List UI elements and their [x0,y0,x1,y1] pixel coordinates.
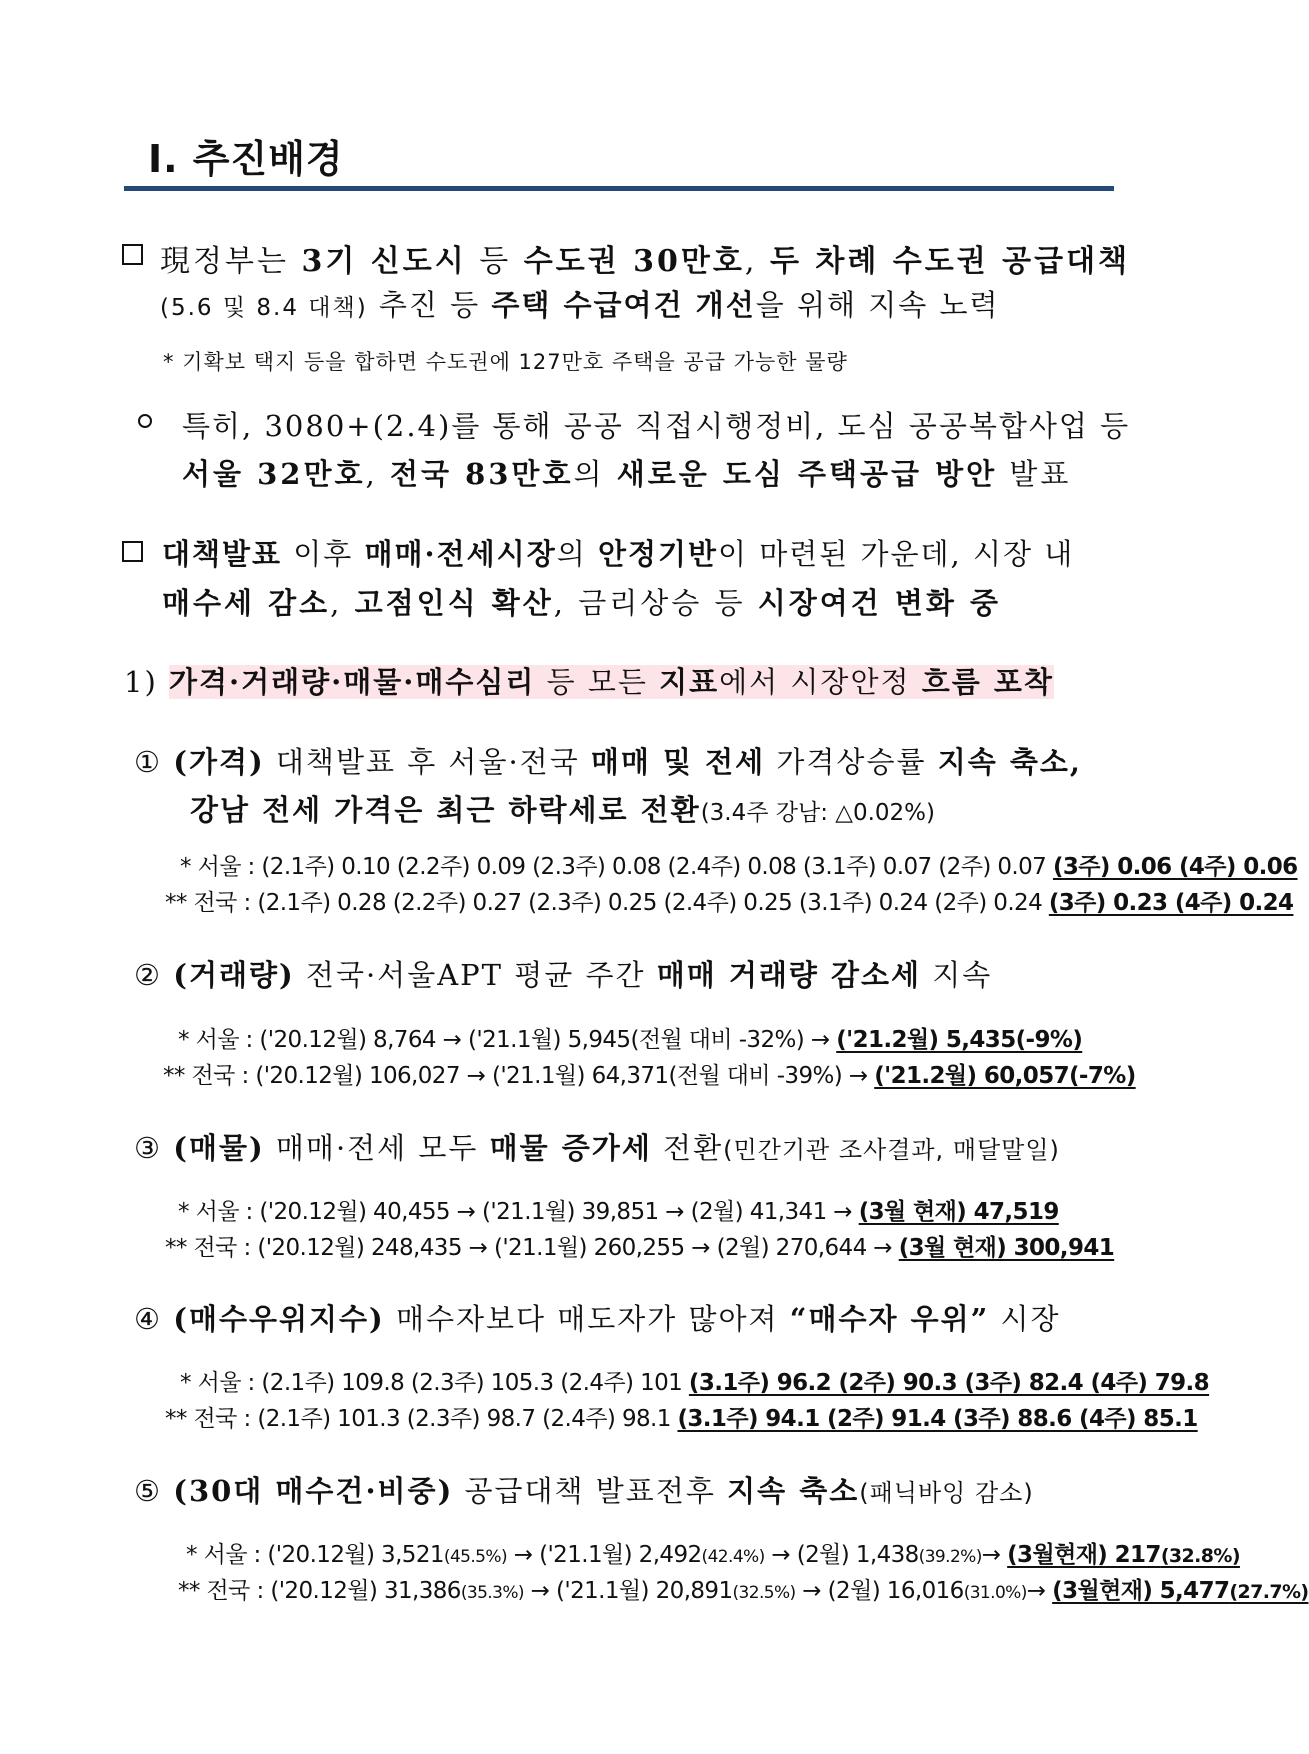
text: ** 전국 : (2.1주) 101.3 (2.3주) 98.7 (2.4주) 98.1 [165,1406,678,1432]
text: 을 위해 지속 노력 [755,288,1000,322]
listings-seoul-data [178,1193,1059,1226]
text-bold: 수도권 30만호 [523,244,745,279]
text: → [981,1542,1008,1568]
text-small: (32.5%) [732,1583,796,1603]
item-volume-line1 [134,953,992,994]
circled-number: ⑤ [134,1474,162,1508]
underlined-value: ('21.2월) 60,057(-7%) [874,1063,1136,1089]
p3-line1 [162,532,1074,573]
text: , 금리상승 등 [553,586,758,620]
p2-line2 [182,452,1071,493]
underlined-value: (3.1주) 96.2 (2주) 90.3 (3주) 82.4 (4주) 79.8 [688,1370,1210,1396]
underlined-value [1052,1578,1308,1604]
item-label: (30대 매수건·비중) [173,1474,454,1508]
text-bold: (3월현재) 5,477 [1052,1578,1230,1604]
text: (민간기관 조사결과, 매달말일) [723,1136,1060,1164]
text: 에서 시장안정 [719,665,922,699]
text: → [1026,1578,1053,1604]
text: 추진 등 [367,288,492,322]
item-label: (매물) [173,1131,265,1165]
text: ** 전국 : (2.1주) 0.28 (2.2주) 0.27 (2.3주) 0.25 (2.4주) 0.25 (3.1주) 0.24 (2주) 0.24 [165,890,1049,916]
item-buyer-index-line1 [134,1297,1061,1338]
text: → (2월) 16,016 [795,1578,964,1604]
underlined-value: (3주) 0.23 (4주) 0.24 [1048,890,1294,916]
text-bold: 지속 축소 [727,1474,860,1508]
text-bold: 매매·전세시장 [364,537,557,571]
text: * 서울 : (2.1주) 109.8 (2.3주) 105.3 (2.4주) 101 [180,1370,689,1396]
text-small: (39.2%) [918,1547,982,1567]
text: , [744,244,770,279]
checkbox-bullet-icon [122,244,143,265]
text-bold: “매수자 우위” [789,1302,990,1336]
circle-bullet-icon [138,414,152,428]
text: (3.4주 강남: △0.02%) [700,800,936,826]
p3-line2 [162,581,1001,622]
text: 의 [556,537,598,571]
underlined-value: (3월 현재) 300,941 [898,1235,1115,1261]
volume-seoul-data [178,1021,1082,1054]
buyer-index-seoul-data [180,1364,1209,1397]
text-bold: 매수세 감소 [162,586,331,620]
text-bold: 서울 32만호 [182,457,366,491]
item-price-line1 [134,740,1082,781]
text: * 서울 : ('20.12월) 8,764 → ('21.1월) 5,945(전월 대비 -32%) → [178,1027,837,1053]
subsection-heading [124,660,1054,701]
text-bold: 전국 83만호 [389,457,574,491]
text-bold: 매매 및 전세 [590,745,766,779]
text-bold: 하락세로 전환 [508,793,701,827]
text-bold: 시장여건 변화 중 [757,586,1002,620]
text-bold: (3월현재) 217 [1007,1542,1161,1568]
circled-number: ② [134,958,162,992]
text-small: (32.8%) [1160,1545,1240,1567]
text-bold: 가격·거래량·매물·매수심리 [168,665,536,699]
text-bold: 고점인식 확산 [354,586,554,620]
text: 전국·서울APT 평균 주간 [294,958,657,992]
underlined-value [1007,1542,1240,1568]
item-label: (매수우위지수) [173,1302,385,1336]
text: 등 모든 [535,665,660,699]
text-small: (27.7%) [1229,1581,1309,1603]
section-title: Ⅰ. 추진배경 [148,137,344,181]
circled-number: ④ [134,1302,162,1336]
30s-national-data [178,1572,1309,1605]
text: 매매·전세 모두 [264,1131,490,1165]
underlined-value: ('21.2월) 5,435(-9%) [836,1027,1083,1053]
text: 가격상승률 [765,745,938,779]
text-bold: 매물 증가세 [489,1131,652,1165]
text: * 서울 : (2.1주) 0.10 (2.2주) 0.09 (2.3주) 0.08 (2.4주) 0.08 (3.1주) 0.07 (2주) 0.07 [180,854,1053,880]
text: ** 전국 : ('20.12월) 248,435 → ('21.1월) 260,255 → (2월) 270,644 → [165,1235,899,1261]
text: 시장 [989,1302,1061,1336]
text: 現정부는 [160,244,302,279]
text: → ('21.1월) 2,492 [506,1542,702,1568]
text: * 서울 : ('20.12월) 3,521 [186,1542,444,1568]
text: 대책발표 후 서울·전국 [264,745,591,779]
subsection-number: 1) [124,665,158,699]
text: 등 [466,244,524,279]
p1-line2 [160,283,999,324]
text: 특히, 3080+(2.4)를 통해 공공 직접시행정비, 도심 공공복합사업 등 [182,409,1131,443]
text-bold: 대책발표 [162,537,283,571]
text-bold: 강남 전세 가격은 최근 [190,793,509,827]
listings-national-data [165,1229,1114,1262]
text: 이 마련된 가운데, 시장 내 [718,537,1075,571]
text-small: (42.4%) [701,1547,765,1567]
text: → (2월) 1,438 [764,1542,919,1568]
text: , [330,586,355,620]
text: 이후 [282,537,365,571]
circled-number: ① [134,745,162,779]
text: → ('21.1월) 20,891 [523,1578,733,1604]
underlined-value: (3월 현재) 47,519 [858,1199,1059,1225]
title-rule [124,186,1114,191]
text: (패닉바잉 감소) [859,1479,1034,1507]
item-label: (거래량) [173,958,295,992]
buyer-index-national-data [165,1400,1198,1433]
item-30s-buyers-line1 [134,1469,1034,1510]
text: 매수자보다 매도자가 많아져 [384,1302,790,1336]
price-seoul-data [180,848,1298,881]
p1-line1 [160,236,1130,280]
p1-footnote: * 기확보 택지 등을 합하면 수도권에 127만호 주택을 공급 가능한 물량 [163,350,848,374]
highlighted-text [169,665,1054,699]
circled-number: ③ [134,1131,162,1165]
text-bold: 안정기반 [597,537,719,571]
text: ** 전국 : ('20.12월) 31,386 [178,1578,461,1604]
text-small: (31.0%) [963,1583,1027,1603]
text-bold: 흐름 포착 [921,665,1054,699]
p2-line1 [182,404,1130,445]
30s-seoul-data [186,1536,1240,1569]
text: 발표 [997,457,1072,491]
text-bold: 새로운 도심 주택공급 방안 [616,457,998,491]
text-bold: 3기 신도시 [301,244,467,279]
text: * 서울 : ('20.12월) 40,455 → ('21.1월) 39,851 → (2월) 41,341 → [178,1199,859,1225]
underlined-value: (3.1주) 94.1 (2주) 91.4 (3주) 88.6 (4주) 85.1 [677,1406,1198,1432]
item-label: (가격) [173,745,265,779]
text-bold: 주택 수급여건 개선 [491,288,756,322]
underlined-value: (3주) 0.06 (4주) 0.06 [1052,854,1298,880]
text: , [365,457,390,491]
text: 지속 [921,958,993,992]
text: (5.6 및 8.4 대책) [160,295,368,321]
text-bold: 지표 [659,665,720,699]
text-small: (45.5%) [443,1547,507,1567]
text: ** 전국 : ('20.12월) 106,027 → ('21.1월) 64,371(전월 대비 -39%) → [163,1063,875,1089]
text: 전환 [651,1131,724,1165]
checkbox-bullet-icon [122,541,143,562]
volume-national-data [163,1057,1136,1090]
text-bold: 지속 축소, [937,745,1082,779]
text: 의 [573,457,617,491]
item-listings-line1 [134,1126,1060,1167]
item-price-line2 [190,788,935,829]
text-bold: 두 차례 수도권 공급대책 [769,244,1131,279]
text-small: (35.3%) [460,1583,524,1603]
text-bold: 매매 거래량 감소세 [656,958,922,992]
price-national-data [165,884,1293,917]
text: 공급대책 발표전후 [453,1474,728,1508]
